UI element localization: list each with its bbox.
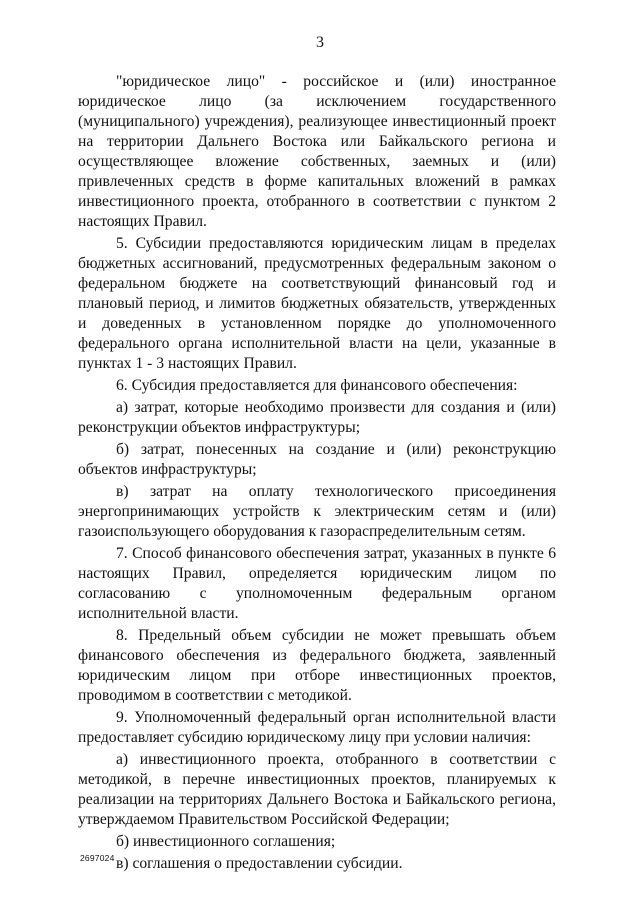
paragraph-6b: б) затрат, понесенных на создание и (или) реконструкцию объектов инфраструктуры; [78,441,556,478]
paragraph-7: 7. Способ финансового обеспечения затрат, указанных в пункте 6 настоящих Правил, определяется юридическим лицом по согласованию с уполномоченным федеральным органом исполнительной власти. [78,545,556,622]
footer-code: 2697024 [80,853,115,863]
paragraph-definition: "юридическое лицо" - российское и (или) иностранное юридическое лицо (за исключением государственного (муниципального) учреждения), реализующее инвестиционный проект на территории Дальнего Востока или Байкальского региона и осуществляющее вложение собственных, заемных и (или) привлеченных средств в форме капитальных вложений в рамках инвестиционного проекта, отобранного в соответствии с пунктом 2 настоящих Правил. [78,73,556,230]
paragraph-9: 9. Уполномоченный федеральный орган исполнительной власти предоставляет субсидию юридическому лицу при условии наличия: [78,709,556,746]
paragraph-6: 6. Субсидия предоставляется для финансового обеспечения: [116,377,518,394]
paragraph-9b: б) инвестиционного соглашения; [116,833,336,850]
paragraph-6a: а) затрат, которые необходимо произвести для создания и (или) реконструкции объектов инфраструктуры; [78,399,556,436]
paragraph-9a: а) инвестиционного проекта, отобранного в соответствии с методикой, в перечне инвестиционных проектов, планируемых к реализации на территориях Дальнего Востока и Байкальского региона, утверждаемом Правительством Российской Федерации; [78,751,556,828]
paragraph-9v: в) соглашения о предоставлении субсидии. [116,855,403,872]
page-number: 3 [316,34,324,51]
paragraph-8: 8. Предельный объем субсидии не может превышать объем финансового обеспечения из федерального бюджета, заявленный юридическим лицом при отборе инвестиционных проектов, проводимом в соответствии с методикой. [78,627,556,704]
paragraph-6v: в) затрат на оплату технологического присоединения энергопринимающих устройств к электрическим сетям и (или) газоиспользующего оборудования к газораспределительным сетям. [78,483,556,540]
document-body [78,72,556,876]
paragraph-5: 5. Субсидии предоставляются юридическим лицам в пределах бюджетных ассигнований, предусмотренных федеральным законом о федеральном бюджете на соответствующий финансовый год и плановый период, и лимитов бюджетных обязательств, утвержденных и доведенных в установленном порядке до уполномоченного федерального органа исполнительной власти на цели, указанные в пунктах 1 - 3 настоящих Правил. [78,235,556,372]
